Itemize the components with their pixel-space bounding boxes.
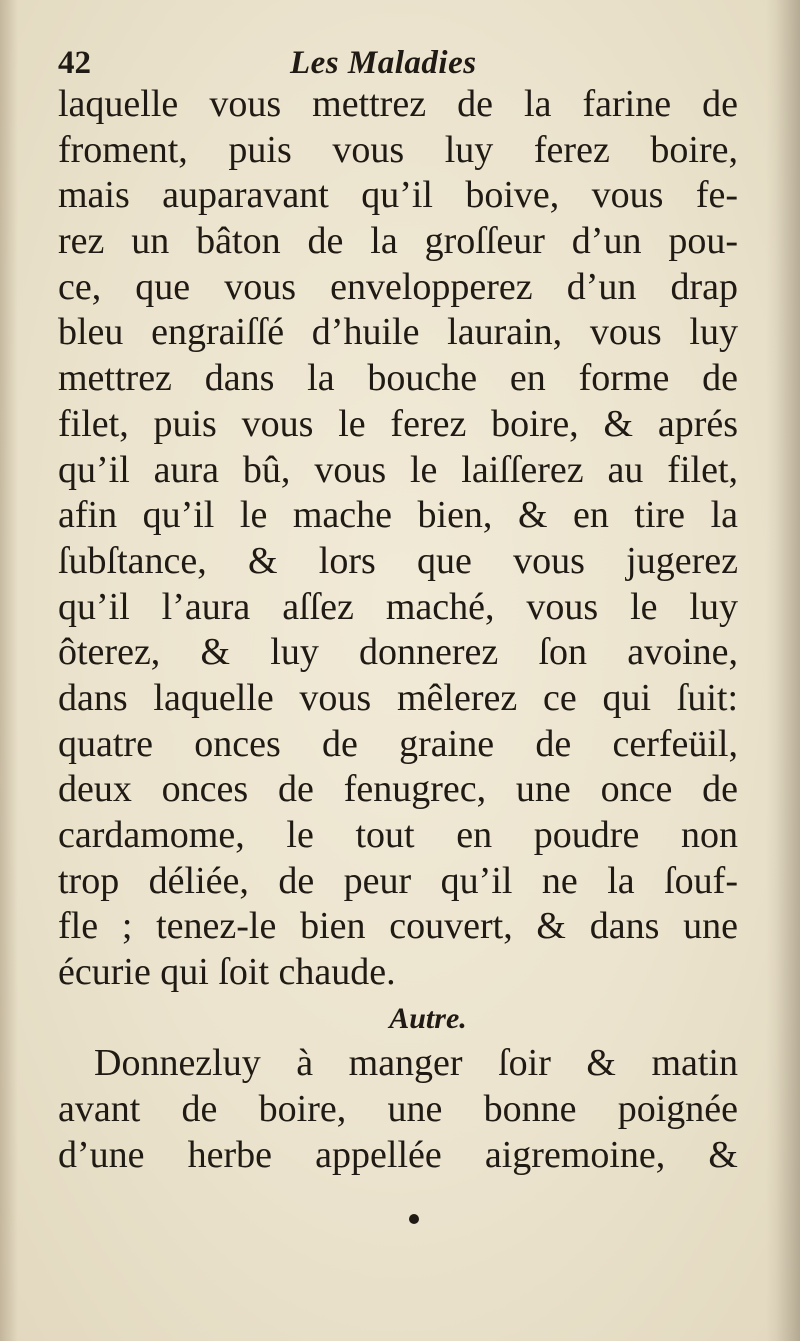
text-line: trop déliée, de peur qu’il ne la ſouf- <box>58 859 738 902</box>
text-line: afin qu’il le mache bien, & en tire la <box>58 494 738 537</box>
text-line: fle ; tenez-le bien couvert, & dans une <box>58 905 738 948</box>
text-line: deux onces de fenugrec, une once de <box>58 768 738 811</box>
text-line: mais auparavant qu’il boive, vous fe- <box>58 174 738 217</box>
text-line: filet, puis vous le ferez boire, & aprés <box>58 402 738 445</box>
text-line: d’une herbe appellée aigremoine, & <box>58 1133 738 1176</box>
text-line: ôterez, & luy donnerez ſon avoine, <box>58 631 738 674</box>
text-line: froment, puis vous luy ferez boire, <box>58 128 738 171</box>
text-line: ce, que vous envelopperez d’un drap <box>58 265 738 308</box>
body-text <box>58 82 738 1179</box>
text-line: écurie qui ſoit chaude. <box>58 951 396 994</box>
signature-mark-dot <box>409 1214 419 1224</box>
running-title: Les Maladies <box>290 45 477 81</box>
text-line: ſubſtance, & lors que vous jugerez <box>58 539 738 582</box>
text-line: cardamome, le tout en poudre non <box>58 814 738 856</box>
text-line: mettrez dans la bouche en forme de <box>58 357 738 400</box>
text-line: rez un bâton de la groſſeur d’un pou- <box>58 220 738 263</box>
text-line: qu’il aura bû, vous le laiſſerez au filet, <box>58 448 738 491</box>
text-line: avant de boire, une bonne poignée <box>58 1088 738 1131</box>
text-line: dans laquelle vous mêlerez ce qui ſuit: <box>58 676 738 719</box>
text-line: Donnezluy à manger ſoir & matin <box>94 1042 738 1085</box>
text-line: quatre onces de graine de cerfeüil, <box>58 722 738 765</box>
section-subheading: Autre. <box>389 1001 467 1035</box>
running-head <box>58 40 738 86</box>
text-line: qu’il l’aura aſſez maché, vous le luy <box>58 585 738 628</box>
text-line: bleu engraiſſé d’huile laurain, vous luy <box>58 311 738 354</box>
page-number: 42 <box>58 45 91 81</box>
text-line: laquelle vous mettrez de la farine de <box>58 83 738 125</box>
